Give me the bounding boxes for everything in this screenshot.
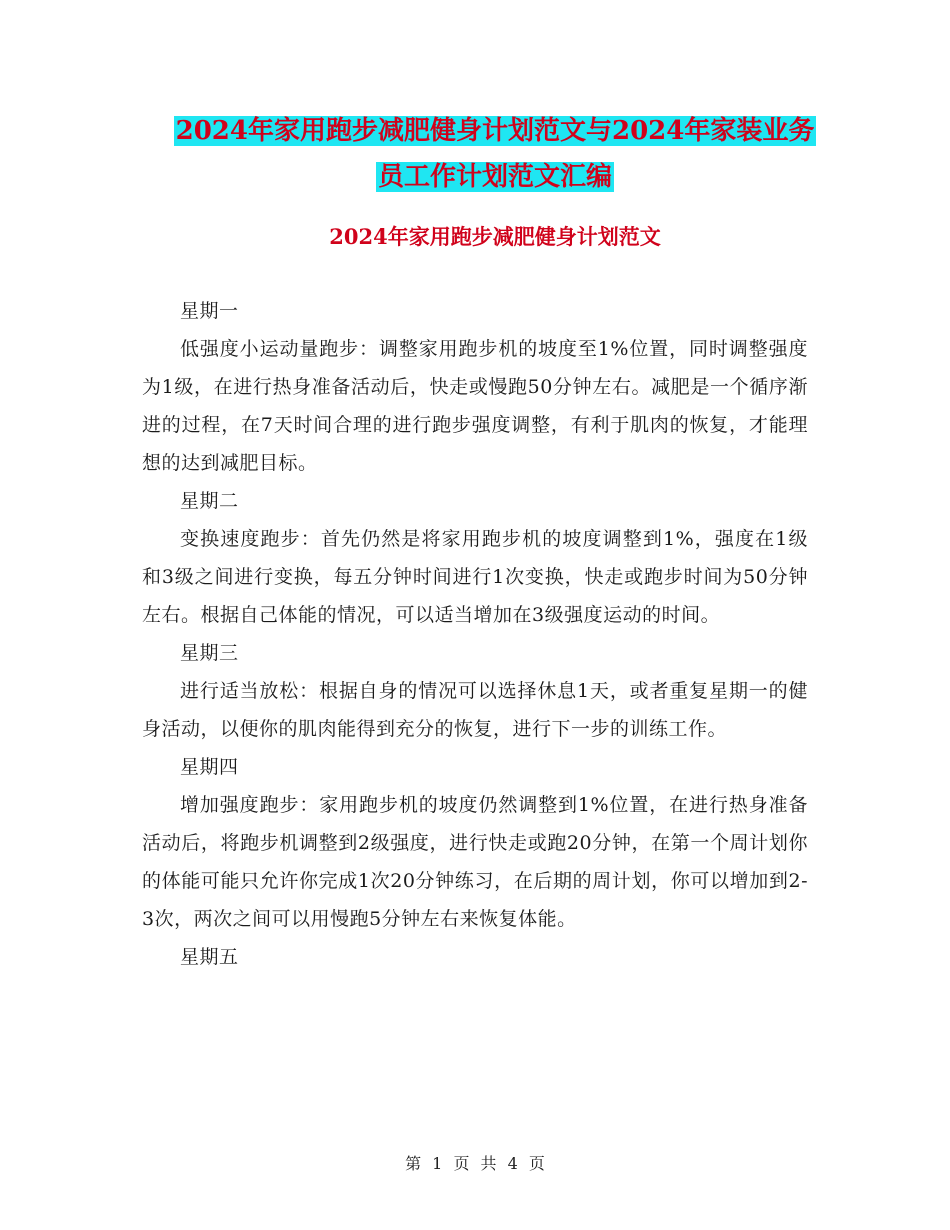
document-title-line-2: 员工作计划范文汇编	[377, 162, 612, 192]
document-title-line-1: 2024年家用跑步减肥健身计划范文与2024年家装业务	[175, 116, 815, 146]
paragraph-weekday-heading: 星期三	[180, 642, 239, 664]
paragraph: 低强度小运动量跑步：调整家用跑步机的坡度至1%位置，同时调整强度为1级，在进行热身准备活动后，快走或慢跑50分钟左右。减肥是一个循序渐进的过程，在7天时间合理的进行跑步强度调整，有利于肌肉的恢复，才能理想的达到减肥目标。	[142, 338, 808, 474]
paragraph-weekday-heading: 星期二	[180, 490, 239, 512]
paragraph: 进行适当放松：根据自身的情况可以选择休息1天，或者重复星期一的健身活动，以便你的肌肉能得到充分的恢复，进行下一步的训练工作。	[142, 680, 808, 740]
paragraph-weekday-heading: 星期四	[180, 756, 239, 778]
paragraph: 增加强度跑步：家用跑步机的坡度仍然调整到1%位置，在进行热身准备活动后，将跑步机调整到2级强度，进行快走或跑20分钟，在第一个周计划你的体能可能只允许你完成1次20分钟练习，在后期的周计划，你可以增加到2-3次，两次之间可以用慢跑5分钟左右来恢复体能。	[142, 794, 808, 930]
paragraph-weekday-heading: 星期一	[180, 300, 239, 322]
page-footer: 第 1 页 共 4 页	[405, 1154, 545, 1173]
paragraph-weekday-heading: 星期五	[180, 946, 239, 968]
document-title	[140, 108, 850, 200]
paragraph: 变换速度跑步：首先仍然是将家用跑步机的坡度调整到1%，强度在1级和3级之间进行变换，每五分钟时间进行1次变换，快走或跑步时间为50分钟左右。根据自己体能的情况，可以适当增加在3级强度运动的时间。	[142, 528, 808, 626]
document-body	[142, 292, 808, 976]
section-title: 2024年家用跑步减肥健身计划范文	[329, 224, 661, 249]
